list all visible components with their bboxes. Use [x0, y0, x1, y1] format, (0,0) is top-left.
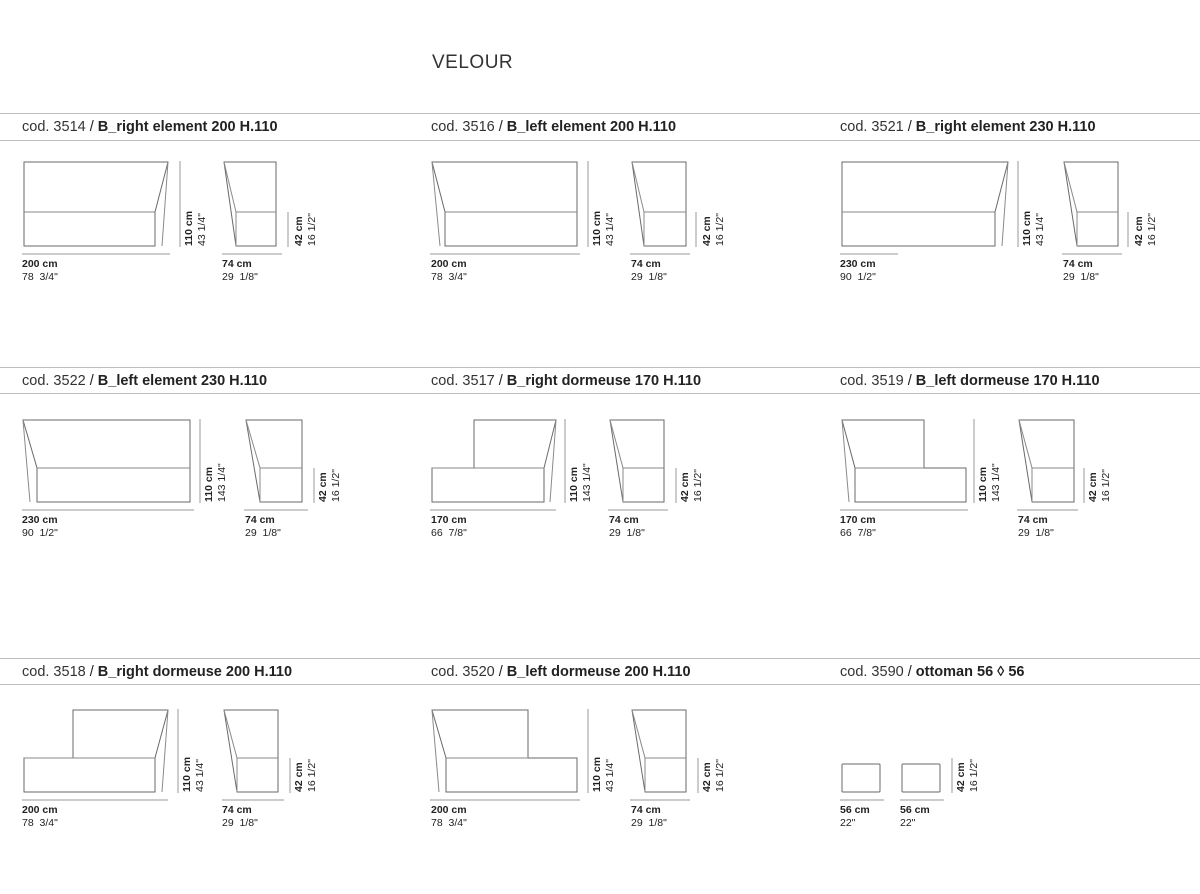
- item-header: cod. 3516 / B_left element 200 H.110: [431, 119, 677, 135]
- seat-height-label: 42 cm: [293, 216, 305, 246]
- depth-label: 56 cm 22": [900, 804, 930, 829]
- seat-height-label: 42 cm: [701, 762, 713, 792]
- side-view-drawing: [608, 420, 676, 510]
- height-label: 110 cm: [591, 210, 603, 246]
- item-header: cod. 3522 / B_left element 230 H.110: [22, 373, 268, 389]
- depth-label: 74 cm 29 1/8": [1018, 514, 1054, 539]
- height-inch-label: 43 1/4": [194, 759, 206, 792]
- seat-height-label: 42 cm: [293, 762, 305, 792]
- height-inch-label: 43 1/4": [604, 213, 616, 246]
- front-view-drawing: [22, 709, 178, 800]
- page-title: VELOUR: [432, 52, 514, 73]
- width-label: 56 cm 22": [840, 804, 870, 829]
- front-view-drawing: [22, 161, 180, 254]
- depth-label: 74 cm 29 1/8": [245, 514, 281, 539]
- side-view-drawing: [630, 162, 696, 254]
- height-inch-label: 43 1/4": [196, 213, 208, 246]
- item-header: cod. 3518 / B_right dormeuse 200 H.110: [22, 664, 293, 680]
- width-label: 200 cm 78 3/4": [22, 258, 58, 283]
- ottoman-side-drawing: [900, 758, 952, 800]
- height-inch-label: 43 1/4": [1034, 213, 1046, 246]
- side-view-drawing: [222, 710, 290, 800]
- item-header: cod. 3519 / B_left dormeuse 170 H.110: [840, 373, 1100, 389]
- seat-height-inch-label: 16 1/2": [714, 759, 726, 792]
- height-inch-label: 143 1/4": [990, 463, 1002, 502]
- seat-height-inch-label: 16 1/2": [330, 469, 342, 502]
- ottoman-front-drawing: [840, 764, 884, 800]
- width-label: 200 cm 78 3/4": [431, 258, 467, 283]
- seat-height-label: 42 cm: [955, 762, 967, 792]
- seat-height-label: 42 cm: [679, 472, 691, 502]
- height-label: 110 cm: [181, 756, 193, 792]
- front-view-drawing: [430, 709, 588, 800]
- seat-height-inch-label: 16 1/2": [1146, 213, 1158, 246]
- depth-label: 74 cm 29 1/8": [222, 804, 258, 829]
- seat-height-inch-label: 16 1/2": [714, 213, 726, 246]
- seat-height-inch-label: 16 1/2": [306, 213, 318, 246]
- item-header: cod. 3590 / ottoman 56 ◊ 56: [840, 664, 1025, 680]
- height-inch-label: 143 1/4": [216, 463, 228, 502]
- seat-height-label: 42 cm: [1087, 472, 1099, 502]
- seat-height-inch-label: 16 1/2": [306, 759, 318, 792]
- front-view-drawing: [22, 419, 200, 510]
- width-label: 230 cm 90 1/2": [22, 514, 58, 539]
- item-header: cod. 3514 / B_right element 200 H.110: [22, 119, 278, 135]
- depth-label: 74 cm 29 1/8": [609, 514, 645, 539]
- height-label: 110 cm: [568, 466, 580, 502]
- depth-label: 74 cm 29 1/8": [222, 258, 258, 283]
- height-label: 110 cm: [591, 756, 603, 792]
- width-label: 230 cm 90 1/2": [840, 258, 876, 283]
- side-view-drawing: [1017, 420, 1084, 510]
- depth-label: 74 cm 29 1/8": [1063, 258, 1099, 283]
- height-label: 110 cm: [183, 210, 195, 246]
- side-view-drawing: [244, 420, 314, 510]
- height-inch-label: 143 1/4": [581, 463, 593, 502]
- seat-height-inch-label: 16 1/2": [692, 469, 704, 502]
- front-view-drawing: [430, 419, 565, 510]
- seat-height-inch-label: 16 1/2": [1100, 469, 1112, 502]
- height-label: 110 cm: [203, 466, 215, 502]
- side-view-drawing: [222, 162, 288, 254]
- side-view-drawing: [630, 710, 698, 800]
- item-header: cod. 3521 / B_right element 230 H.110: [840, 119, 1096, 135]
- height-label: 110 cm: [977, 466, 989, 502]
- height-label: 110 cm: [1021, 210, 1033, 246]
- seat-height-label: 42 cm: [701, 216, 713, 246]
- seat-height-label: 42 cm: [317, 472, 329, 502]
- item-header: cod. 3520 / B_left dormeuse 200 H.110: [431, 664, 691, 680]
- depth-label: 74 cm 29 1/8": [631, 258, 667, 283]
- item-header: cod. 3517 / B_right dormeuse 170 H.110: [431, 373, 702, 389]
- seat-height-label: 42 cm: [1133, 216, 1145, 246]
- width-label: 200 cm 78 3/4": [431, 804, 467, 829]
- depth-label: 74 cm 29 1/8": [631, 804, 667, 829]
- side-view-drawing: [1062, 162, 1128, 254]
- front-view-drawing: [840, 161, 1018, 254]
- front-view-drawing: [840, 419, 974, 510]
- height-inch-label: 43 1/4": [604, 759, 616, 792]
- seat-height-inch-label: 16 1/2": [968, 759, 980, 792]
- width-label: 170 cm 66 7/8": [431, 514, 467, 539]
- front-view-drawing: [430, 161, 588, 254]
- width-label: 170 cm 66 7/8": [840, 514, 876, 539]
- width-label: 200 cm 78 3/4": [22, 804, 58, 829]
